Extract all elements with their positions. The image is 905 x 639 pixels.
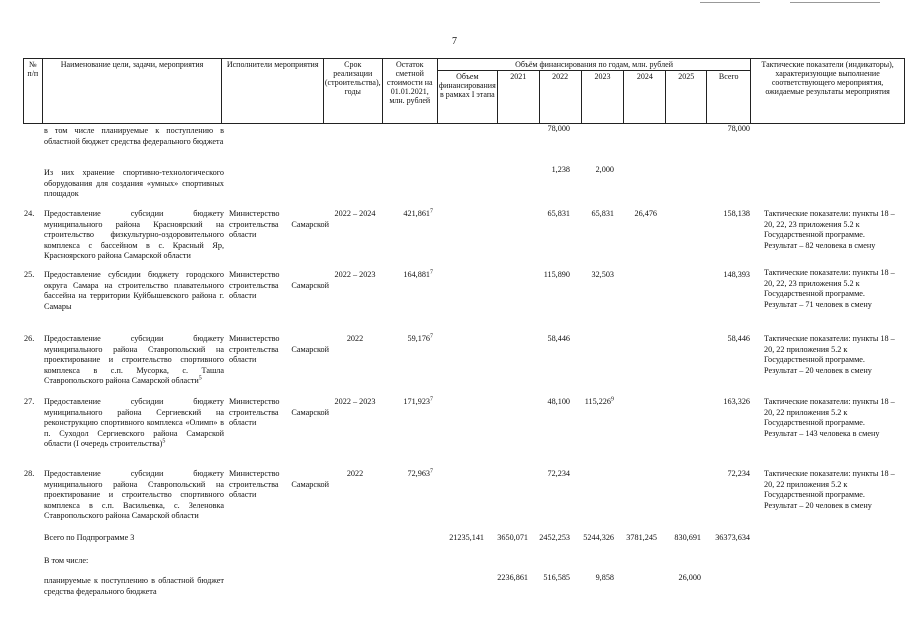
- row-name: в том числе планируемые к поступлению в областной бюджет средства федерального бюджета: [44, 126, 224, 146]
- row-indicators: Тактические показатели: пункты 18 – 20, 22, 23 приложения 5.2 к Государственной программе. Результат – 82 человека в смену: [764, 209, 895, 250]
- row-name: Из них хранение спортивно-технологического оборудования для создания «умных» спортивных площадок: [44, 168, 224, 198]
- row-name: планируемые к поступлению в областной бюджет средства федерального бюджета: [44, 576, 224, 596]
- row-total: 158,138: [723, 209, 750, 218]
- header-indicators: Тактические показатели (индикаторы), характеризующие выполнение соответствующего мероприятия, ожидаемые результаты мероприятия: [751, 59, 905, 124]
- row-y2022: 516,585: [543, 573, 570, 582]
- row-name: В том числе:: [44, 556, 89, 565]
- row-num: 26.: [24, 334, 35, 343]
- header-remainder: Остаток сметной стоимости на 01.01.2021, млн. рублей: [382, 59, 437, 124]
- row-indicators: Тактические показатели: пункты 18 – 20, 22, 23 приложения 5.2 к Государственной программе. Результат – 71 человек в смену: [764, 268, 895, 309]
- header-total: Всего: [707, 71, 751, 124]
- row-executors: Министерство строительства Самарской области: [229, 397, 329, 427]
- row-total: 148,393: [723, 270, 750, 279]
- row-name: Предоставление субсидии бюджету городского округа Самара на строительство плавательного бассейна на территории Куйбышевского района г. Самары: [44, 270, 224, 311]
- row-term: 2022: [346, 334, 364, 343]
- row-remainder: 421,861$^7$: [403, 208, 433, 218]
- row-num: 24.: [24, 209, 35, 218]
- row-total: 36373,634: [715, 533, 750, 542]
- row-y2024: 26,476: [634, 209, 657, 218]
- row-y2022: 72,234: [547, 469, 570, 478]
- row-term: 2022 – 2023: [334, 397, 376, 406]
- row-total: 58,446: [727, 334, 750, 343]
- row-num: 25.: [24, 270, 35, 279]
- row-name: Предоставление субсидии бюджету муниципального района Красноярский на строительство физкультурно-оздоровительного комплекса с бассейном в с. Красный Яр, Красноярского района Самарской области: [44, 209, 224, 260]
- row-y2023: 65,831: [591, 209, 614, 218]
- row-remainder: 72,963$^7$: [407, 468, 433, 478]
- row-total: 78,000: [727, 124, 750, 133]
- row-indicators: Тактические показатели: пункты 18 – 20, 22 приложения 5.2 к Государственной программе. Результат – 143 человека в смену: [764, 397, 895, 438]
- row-term: 2022 – 2024: [334, 209, 376, 218]
- header-num: № п/п: [24, 59, 43, 124]
- row-y2022: 58,446: [547, 334, 570, 343]
- row-remainder: 59,176$^7$: [407, 333, 433, 343]
- row-y2022: 115,890: [543, 270, 570, 279]
- header-y2023: 2023: [581, 71, 624, 124]
- header-stage1: Объем финансирования в рамках I этапа: [437, 71, 497, 124]
- row-name: Всего по Подпрограмме 3: [44, 533, 135, 542]
- row-y2024: 3781,245: [626, 533, 657, 542]
- row-y2025: 26,000: [678, 573, 701, 582]
- row-name: Предоставление субсидии бюджету муниципального района Ставропольский на проектирование и строительство спортивного комплекса в с.п. Васильевка, с. Зеленовка Ставропольского района Самарской области: [44, 469, 224, 520]
- row-total: 163,326: [723, 397, 750, 406]
- top-rule-left: [700, 2, 760, 3]
- row-num: 27.: [24, 397, 35, 406]
- header-y2022: 2022: [539, 71, 581, 124]
- row-indicators: Тактические показатели: пункты 18 – 20, 22 приложения 5.2 к Государственной программе. Результат – 20 человек в смену: [764, 334, 895, 375]
- row-y2023: 5244,326: [583, 533, 614, 542]
- table-header: [23, 58, 905, 124]
- row-executors: Министерство строительства Самарской области: [229, 469, 329, 499]
- header-financing: Объём финансирования по годам, млн. рублей: [437, 59, 750, 71]
- row-term: 2022 – 2023: [334, 270, 376, 279]
- row-y2025: 830,691: [674, 533, 701, 542]
- row-indicators: Тактические показатели: пункты 18 – 20, 22 приложения 5.2 к Государственной программе. Результат – 20 человек в смену: [764, 469, 895, 510]
- row-y2022: 78,000: [547, 124, 570, 133]
- row-y2023: 32,503: [591, 270, 614, 279]
- header-y2021: 2021: [497, 71, 539, 124]
- row-executors: Министерство строительства Самарской области: [229, 209, 329, 239]
- row-total: 72,234: [727, 469, 750, 478]
- row-y2022: 1,238: [551, 165, 570, 174]
- top-rule-right: [790, 2, 880, 3]
- header-y2024: 2024: [624, 71, 666, 124]
- header-term: Срок реализации (строительства), годы: [323, 59, 382, 124]
- row-name: Предоставление субсидии бюджету муниципального района Сергиевский на реконструкцию спортивного комплекса «Олимп» в п. Суходол Сергиевского района Самарской области (I очередь строительства)$^5$: [44, 397, 224, 448]
- row-stage1: 21235,141: [449, 533, 484, 542]
- row-y2023: 9,858: [595, 573, 614, 582]
- row-y2023: 115,226$^9$: [584, 396, 614, 406]
- row-y2022: 65,831: [547, 209, 570, 218]
- header-name: Наименование цели, задачи, мероприятия: [42, 59, 222, 124]
- row-name: Предоставление субсидии бюджету муниципального района Ставропольский на проектирование и строительство спортивного комплекса в с.п. Мусорка, с. Ташла Ставропольского района Самарской области$^5$: [44, 334, 224, 385]
- header-executors: Исполнители мероприятия: [222, 59, 323, 124]
- row-y2021: 3650,071: [497, 533, 528, 542]
- row-y2022: 2452,253: [539, 533, 570, 542]
- page-number: 7: [452, 36, 457, 47]
- row-remainder: 164,881$^7$: [403, 269, 433, 279]
- row-executors: Министерство строительства Самарской области: [229, 334, 329, 364]
- row-y2022: 48,100: [547, 397, 570, 406]
- row-term: 2022: [346, 469, 364, 478]
- row-num: 28.: [24, 469, 35, 478]
- row-y2021: 2236,861: [497, 573, 528, 582]
- row-executors: Министерство строительства Самарской области: [229, 270, 329, 300]
- header-y2025: 2025: [666, 71, 707, 124]
- row-y2023: 2,000: [595, 165, 614, 174]
- row-remainder: 171,923$^7$: [403, 396, 433, 406]
